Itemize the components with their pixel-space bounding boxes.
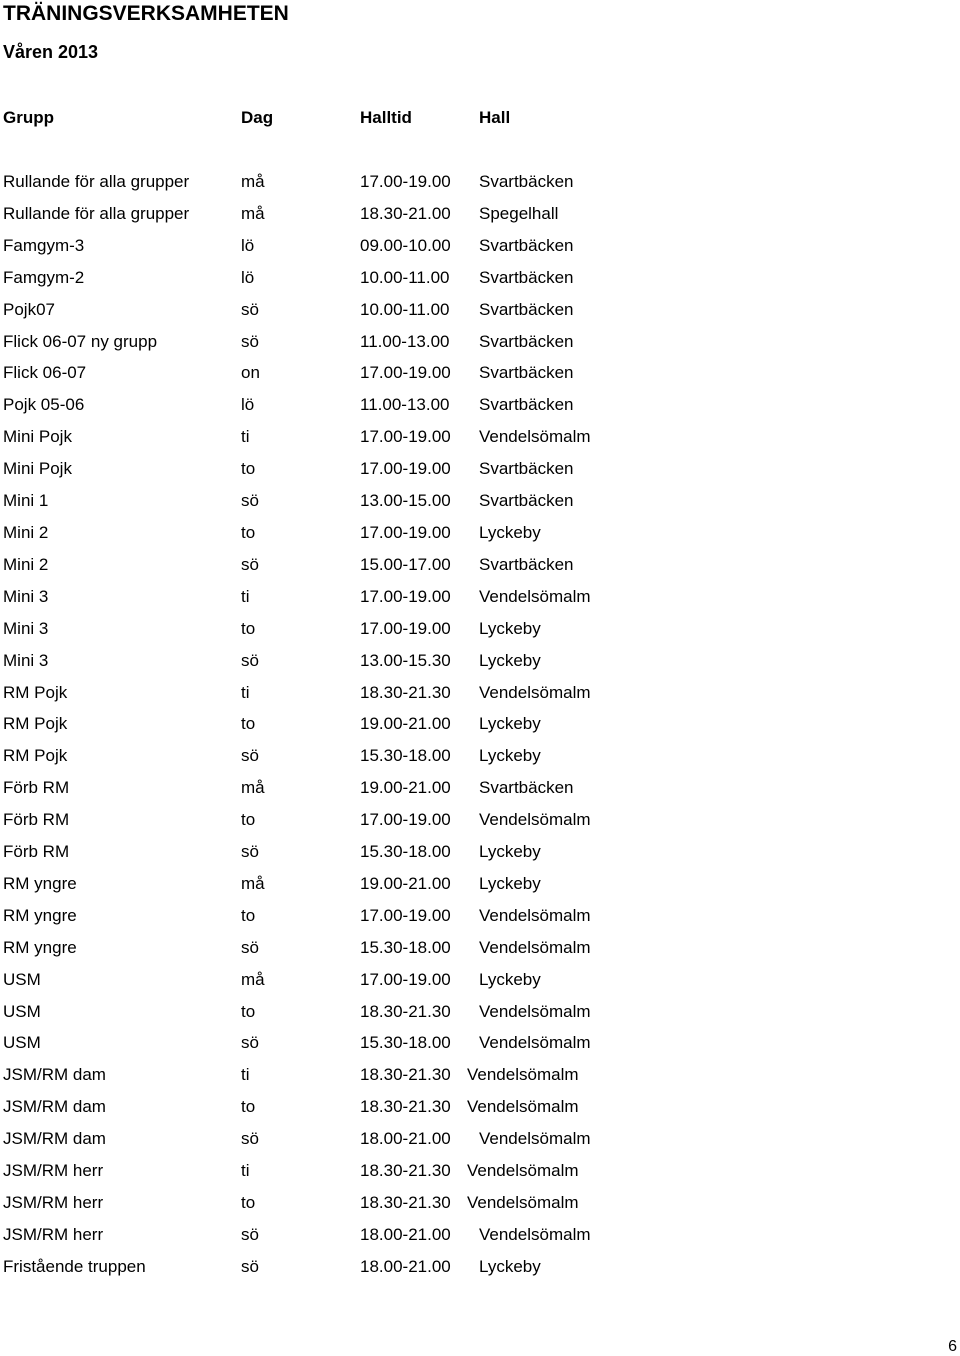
cell-grupp: RM Pojk bbox=[3, 714, 68, 734]
cell-dag: to bbox=[241, 1193, 256, 1212]
table-row bbox=[0, 363, 960, 395]
table-row bbox=[0, 1193, 960, 1225]
table-row bbox=[0, 555, 960, 587]
table-row bbox=[0, 906, 960, 938]
cell-dag: sö bbox=[241, 937, 259, 957]
cell-grupp: RM Pojk bbox=[3, 682, 68, 702]
table-row bbox=[0, 204, 960, 236]
cell-hall: Svartbäcken bbox=[479, 172, 574, 191]
cell-halltid: 15.30-18.00 bbox=[360, 937, 451, 957]
table-row bbox=[0, 1033, 960, 1065]
cell-dag: on bbox=[241, 363, 260, 383]
table-row bbox=[0, 1225, 960, 1257]
cell-halltid: 18.30-21.30 bbox=[360, 682, 451, 702]
cell-dag: lö bbox=[241, 395, 255, 415]
cell-dag: sö bbox=[241, 1256, 259, 1276]
cell-hall: Svartbäcken bbox=[479, 235, 574, 255]
cell-hall: Vendelsömalm bbox=[479, 1033, 591, 1053]
cell-hall: Vendelsömalm bbox=[467, 1193, 579, 1212]
cell-dag: to bbox=[241, 522, 256, 542]
cell-dag: må bbox=[241, 203, 265, 223]
cell-dag: to bbox=[241, 1001, 256, 1021]
cell-dag: sö bbox=[241, 1033, 259, 1053]
table-row bbox=[0, 1002, 960, 1034]
table-row bbox=[0, 236, 960, 268]
schedule-table bbox=[0, 172, 960, 1289]
cell-hall: Lyckeby bbox=[479, 650, 541, 670]
cell-halltid: 17.00-19.00 bbox=[360, 459, 451, 479]
table-row bbox=[0, 810, 960, 842]
cell-grupp: Mini 3 bbox=[3, 650, 49, 670]
cell-grupp: Rullande för alla grupper bbox=[3, 172, 190, 191]
cell-dag: sö bbox=[241, 842, 259, 862]
cell-halltid: 15.00-17.00 bbox=[360, 554, 451, 574]
cell-halltid: 17.00-19.00 bbox=[360, 363, 451, 383]
cell-hall: Vendelsömalm bbox=[479, 1224, 591, 1244]
cell-grupp: JSM/RM dam bbox=[3, 1065, 106, 1085]
cell-dag: to bbox=[241, 810, 256, 830]
table-row bbox=[0, 1065, 960, 1097]
cell-hall: Svartbäcken bbox=[479, 554, 574, 574]
cell-grupp: Förb RM bbox=[3, 810, 70, 830]
cell-grupp: Förb RM bbox=[3, 778, 70, 798]
cell-dag: lö bbox=[241, 235, 255, 255]
table-row bbox=[0, 778, 960, 810]
cell-dag: må bbox=[241, 778, 265, 798]
table-row bbox=[0, 938, 960, 970]
cell-halltid: 19.00-21.00 bbox=[360, 778, 451, 798]
cell-dag: to bbox=[241, 1097, 256, 1117]
cell-hall: Vendelsömalm bbox=[479, 937, 591, 957]
cell-hall: Lyckeby bbox=[479, 873, 541, 893]
cell-hall: Lyckeby bbox=[479, 746, 541, 766]
cell-halltid: 17.00-19.00 bbox=[360, 905, 451, 925]
cell-halltid: 09.00-10.00 bbox=[360, 235, 451, 255]
cell-hall: Vendelsömalm bbox=[479, 810, 591, 830]
cell-dag: må bbox=[241, 172, 265, 191]
cell-hall: Svartbäcken bbox=[479, 459, 574, 479]
cell-hall: Lyckeby bbox=[479, 1256, 541, 1276]
cell-halltid: 17.00-19.00 bbox=[360, 427, 451, 447]
cell-hall: Svartbäcken bbox=[479, 299, 574, 319]
cell-grupp: Famgym-2 bbox=[3, 267, 85, 287]
table-row bbox=[0, 683, 960, 715]
table-header bbox=[0, 108, 960, 128]
cell-dag: ti bbox=[241, 427, 250, 447]
cell-halltid: 18.00-21.00 bbox=[360, 1256, 451, 1276]
cell-grupp: JSM/RM dam bbox=[3, 1129, 106, 1149]
cell-hall: Lyckeby bbox=[479, 618, 541, 638]
cell-dag: lö bbox=[241, 267, 255, 287]
cell-grupp: Famgym-3 bbox=[3, 235, 85, 255]
cell-dag: må bbox=[241, 873, 265, 893]
cell-grupp: Mini 2 bbox=[3, 522, 49, 542]
table-row bbox=[0, 523, 960, 555]
cell-hall: Lyckeby bbox=[479, 714, 541, 734]
table-row bbox=[0, 1129, 960, 1161]
table-row bbox=[0, 300, 960, 332]
table-row bbox=[0, 1257, 960, 1289]
cell-hall: Svartbäcken bbox=[479, 363, 574, 383]
table-row bbox=[0, 491, 960, 523]
page-number: 6 bbox=[948, 1338, 957, 1355]
cell-halltid: 11.00-13.00 bbox=[360, 331, 450, 351]
cell-grupp: Mini 3 bbox=[3, 618, 49, 638]
cell-grupp: Mini Pojk bbox=[3, 459, 72, 479]
cell-halltid: 11.00-13.00 bbox=[360, 395, 450, 415]
cell-dag: sö bbox=[241, 299, 259, 319]
cell-grupp: Rullande för alla grupper bbox=[3, 203, 190, 223]
cell-halltid: 18.30-21.00 bbox=[360, 203, 451, 223]
cell-halltid: 18.00-21.00 bbox=[360, 1129, 451, 1149]
cell-grupp: Pojk07 bbox=[3, 299, 55, 319]
document-subtitle: Våren 2013 bbox=[3, 42, 99, 62]
cell-dag: to bbox=[241, 714, 256, 734]
cell-hall: Vendelsömalm bbox=[479, 586, 591, 606]
cell-grupp: JSM/RM herr bbox=[3, 1161, 104, 1181]
cell-dag: ti bbox=[241, 586, 250, 606]
cell-grupp: RM Pojk bbox=[3, 746, 68, 766]
table-row bbox=[0, 619, 960, 651]
table-row bbox=[0, 587, 960, 619]
column-header-halltid: Halltid bbox=[360, 108, 412, 127]
table-row bbox=[0, 1161, 960, 1193]
cell-halltid: 18.30-21.30 bbox=[360, 1065, 451, 1085]
cell-halltid: 18.30-21.30 bbox=[360, 1193, 451, 1212]
cell-halltid: 17.00-19.00 bbox=[360, 586, 451, 606]
column-header-grupp: Grupp bbox=[3, 108, 54, 127]
cell-hall: Vendelsömalm bbox=[479, 682, 591, 702]
cell-grupp: Pojk 05-06 bbox=[3, 395, 85, 415]
cell-dag: sö bbox=[241, 331, 259, 351]
cell-grupp: RM yngre bbox=[3, 905, 77, 925]
cell-hall: Lyckeby bbox=[479, 522, 541, 542]
cell-grupp: Mini 2 bbox=[3, 554, 49, 574]
cell-halltid: 17.00-19.00 bbox=[360, 522, 451, 542]
table-row bbox=[0, 651, 960, 683]
cell-grupp: Flick 06-07 bbox=[3, 363, 87, 383]
cell-hall: Lyckeby bbox=[479, 969, 541, 989]
cell-dag: to bbox=[241, 459, 256, 479]
cell-hall: Vendelsömalm bbox=[467, 1161, 579, 1181]
cell-halltid: 13.00-15.00 bbox=[360, 491, 451, 511]
cell-grupp: JSM/RM herr bbox=[3, 1193, 104, 1212]
cell-hall: Svartbäcken bbox=[479, 491, 574, 511]
cell-dag: ti bbox=[241, 1161, 250, 1181]
table-row bbox=[0, 842, 960, 874]
cell-hall: Vendelsömalm bbox=[479, 427, 591, 447]
column-header-dag: Dag bbox=[241, 108, 274, 127]
table-row bbox=[0, 332, 960, 364]
cell-hall: Vendelsömalm bbox=[467, 1097, 579, 1117]
cell-grupp: Förb RM bbox=[3, 842, 70, 862]
cell-hall: Vendelsömalm bbox=[479, 1001, 591, 1021]
cell-halltid: 15.30-18.00 bbox=[360, 1033, 451, 1053]
column-header-hall: Hall bbox=[479, 108, 511, 127]
cell-dag: sö bbox=[241, 746, 259, 766]
cell-grupp: USM bbox=[3, 1001, 41, 1021]
cell-grupp: RM yngre bbox=[3, 873, 77, 893]
cell-dag: sö bbox=[241, 491, 259, 511]
cell-dag: sö bbox=[241, 650, 259, 670]
table-row bbox=[0, 172, 960, 204]
cell-dag: sö bbox=[241, 554, 259, 574]
cell-hall: Svartbäcken bbox=[479, 331, 574, 351]
table-row bbox=[0, 1097, 960, 1129]
cell-dag: ti bbox=[241, 682, 250, 702]
cell-grupp: Mini Pojk bbox=[3, 427, 72, 447]
table-row bbox=[0, 459, 960, 491]
table-row bbox=[0, 395, 960, 427]
cell-halltid: 15.30-18.00 bbox=[360, 746, 451, 766]
cell-dag: ti bbox=[241, 1065, 250, 1085]
cell-dag: sö bbox=[241, 1224, 259, 1244]
document-title: TRÄNINGSVERKSAMHETEN bbox=[3, 2, 289, 25]
cell-halltid: 18.30-21.30 bbox=[360, 1097, 451, 1117]
cell-grupp: Mini 1 bbox=[3, 491, 49, 511]
cell-halltid: 10.00-11.00 bbox=[360, 299, 450, 319]
table-row bbox=[0, 427, 960, 459]
cell-hall: Vendelsömalm bbox=[467, 1065, 579, 1085]
table-row bbox=[0, 714, 960, 746]
cell-halltid: 17.00-19.00 bbox=[360, 969, 451, 989]
cell-halltid: 13.00-15.30 bbox=[360, 650, 451, 670]
table-row bbox=[0, 746, 960, 778]
cell-hall: Lyckeby bbox=[479, 842, 541, 862]
cell-dag: to bbox=[241, 905, 256, 925]
cell-halltid: 10.00-11.00 bbox=[360, 267, 450, 287]
table-row bbox=[0, 268, 960, 300]
cell-halltid: 15.30-18.00 bbox=[360, 842, 451, 862]
cell-halltid: 18.00-21.00 bbox=[360, 1224, 451, 1244]
cell-hall: Vendelsömalm bbox=[479, 905, 591, 925]
cell-halltid: 19.00-21.00 bbox=[360, 714, 451, 734]
cell-halltid: 17.00-19.00 bbox=[360, 618, 451, 638]
cell-grupp: Flick 06-07 ny grupp bbox=[3, 331, 158, 351]
table-row bbox=[0, 970, 960, 1002]
cell-grupp: USM bbox=[3, 1033, 41, 1053]
cell-halltid: 18.30-21.30 bbox=[360, 1001, 451, 1021]
cell-hall: Spegelhall bbox=[479, 203, 559, 223]
cell-hall: Svartbäcken bbox=[479, 395, 574, 415]
cell-hall: Svartbäcken bbox=[479, 778, 574, 798]
cell-dag: to bbox=[241, 618, 256, 638]
cell-halltid: 18.30-21.30 bbox=[360, 1161, 451, 1181]
cell-hall: Svartbäcken bbox=[479, 267, 574, 287]
cell-halltid: 19.00-21.00 bbox=[360, 873, 451, 893]
cell-grupp: JSM/RM dam bbox=[3, 1097, 106, 1117]
cell-grupp: RM yngre bbox=[3, 937, 77, 957]
cell-dag: må bbox=[241, 969, 265, 989]
cell-halltid: 17.00-19.00 bbox=[360, 172, 451, 191]
cell-grupp: Mini 3 bbox=[3, 586, 49, 606]
cell-dag: sö bbox=[241, 1129, 259, 1149]
cell-hall: Vendelsömalm bbox=[479, 1129, 591, 1149]
cell-grupp: USM bbox=[3, 969, 41, 989]
table-row bbox=[0, 874, 960, 906]
cell-grupp: JSM/RM herr bbox=[3, 1224, 104, 1244]
cell-grupp: Fristående truppen bbox=[3, 1256, 146, 1276]
cell-halltid: 17.00-19.00 bbox=[360, 810, 451, 830]
